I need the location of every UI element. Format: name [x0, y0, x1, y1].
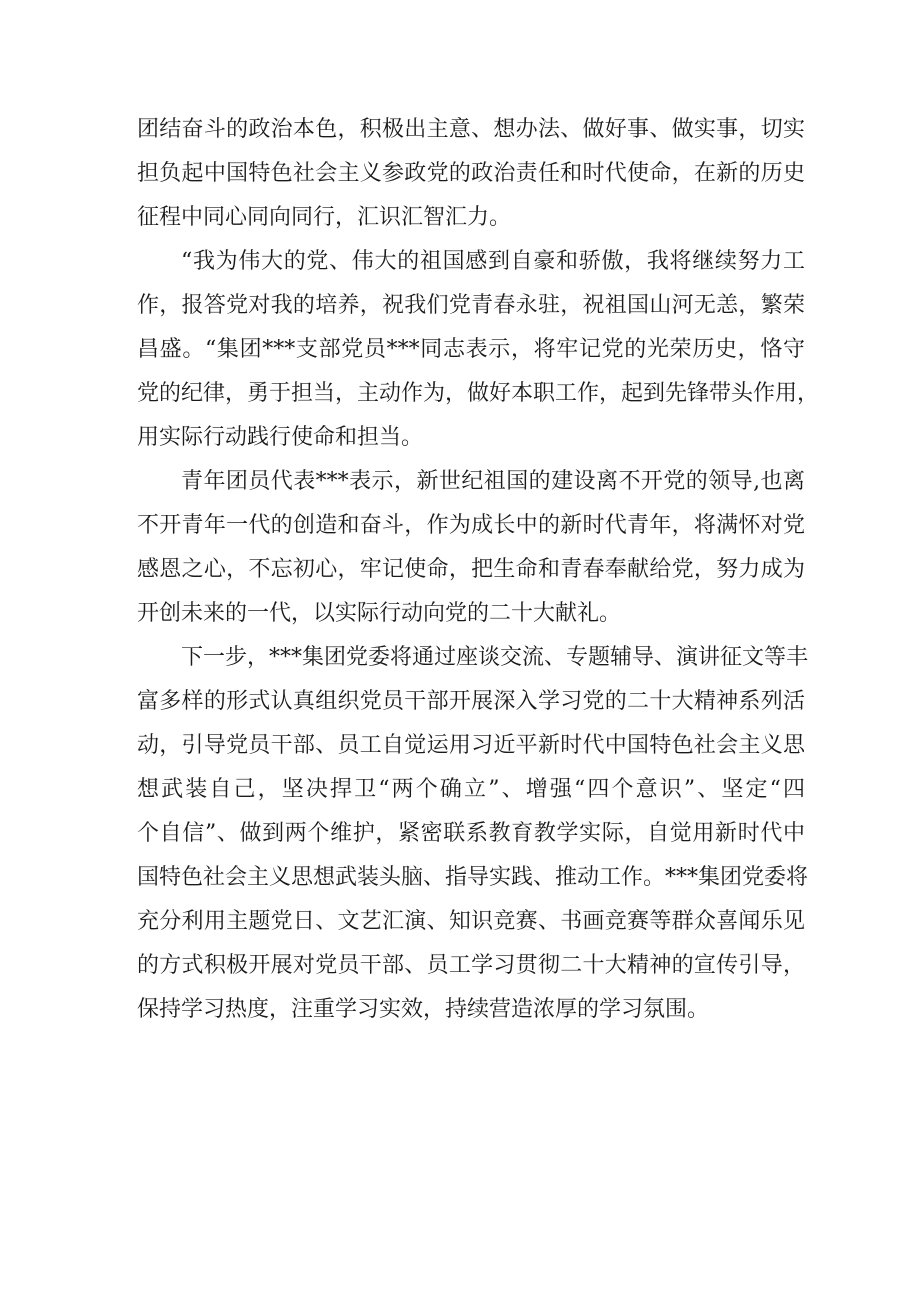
- text-line: 保持学习热度，注重学习实效，持续营造浓厚的学习氛围。: [137, 997, 710, 1022]
- text-line: 昌盛。“集团***支部党员***同志表示，将牢记党的光荣历史，恪守: [137, 337, 805, 362]
- paragraph: [137, 240, 820, 460]
- text-line: 青年团员代表***表示，新世纪祖国的建设离不开党的领导,也离: [181, 469, 805, 494]
- text-line: 的方式积极开展对党员干部、员工学习贯彻二十大精神的宣传引导，: [137, 953, 805, 978]
- text-line: 动，引导党员干部、员工自觉运用习近平新时代中国特色社会主义思: [137, 733, 805, 758]
- document-body: [137, 108, 820, 1032]
- text-line: 开创未来的一代，以实际行动向党的二十大献礼。: [137, 601, 622, 626]
- paragraph: [137, 108, 805, 240]
- text-line: 党的纪律，勇于担当，主动作为，做好本职工作，起到先锋带头作用，: [137, 381, 820, 406]
- text-line: 用实际行动践行使命和担当。: [137, 425, 424, 450]
- paragraph: [137, 460, 805, 636]
- text-line: 个自信”、做到两个维护，紧密联系教育教学实际，自觉用新时代中: [137, 821, 805, 846]
- text-line: 团结奋斗的政治本色，积极出主意、想办法、做好事、做实事，切实: [137, 117, 805, 142]
- text-line: 国特色社会主义思想武装头脑、指导实践、推动工作。***集团党委将: [137, 865, 809, 890]
- text-line: 下一步，***集团党委将通过座谈交流、专题辅导、演讲征文等丰: [181, 645, 809, 670]
- text-line: 征程中同心同向同行，汇识汇智汇力。: [137, 205, 512, 230]
- paragraph: [137, 636, 809, 1032]
- text-line: 想武装自己，坚决捍卫“两个确立”、增强“四个意识”、坚定“四: [137, 777, 805, 802]
- text-line: “我为伟大的党、伟大的祖国感到自豪和骄傲，我将继续努力工: [181, 249, 805, 274]
- text-line: 作，报答党对我的培养，祝我们党青春永驻，祝祖国山河无恙，繁荣: [137, 293, 805, 318]
- text-line: 不开青年一代的创造和奋斗，作为成长中的新时代青年，将满怀对党: [137, 513, 805, 538]
- text-line: 担负起中国特色社会主义参政党的政治责任和时代使命，在新的历史: [137, 161, 805, 186]
- text-line: 感恩之心，不忘初心，牢记使命，把生命和青春奉献给党，努力成为: [137, 557, 805, 582]
- text-line: 充分利用主题党日、文艺汇演、知识竞赛、书画竞赛等群众喜闻乐见: [137, 909, 805, 934]
- text-line: 富多样的形式认真组织党员干部开展深入学习党的二十大精神系列活: [137, 689, 805, 714]
